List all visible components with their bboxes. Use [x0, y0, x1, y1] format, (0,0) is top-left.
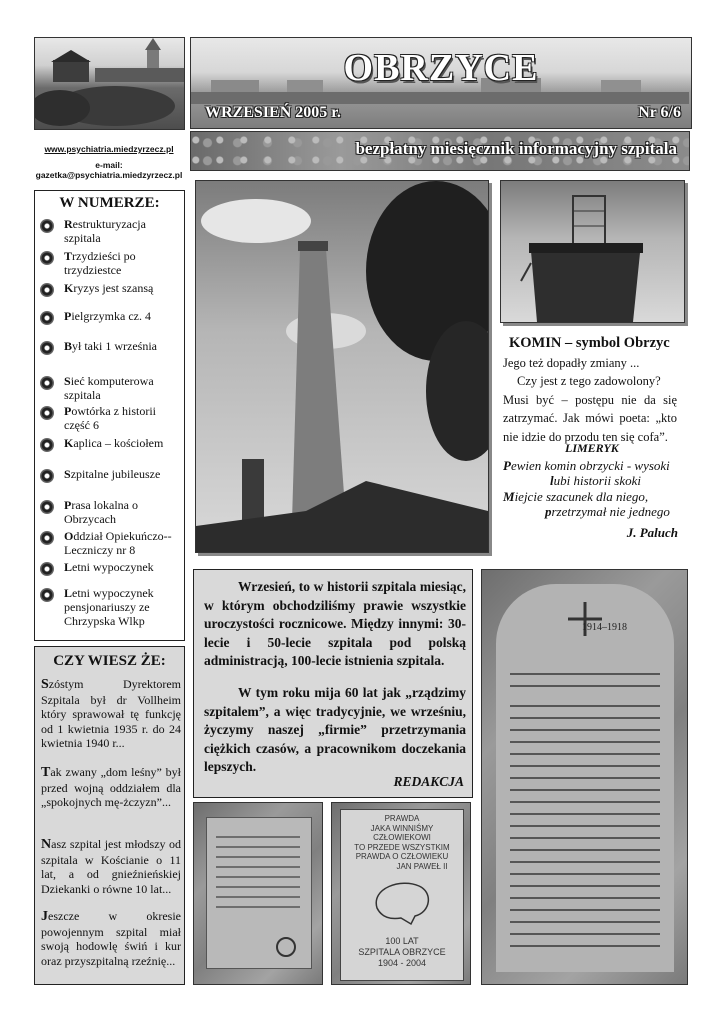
- toc-item[interactable]: Kryzys jest szansą: [40, 281, 182, 295]
- hospital-aerial-photo: [34, 37, 185, 130]
- author: J. Paluch: [626, 525, 678, 540]
- newspaper-title: OBRZYCE: [343, 47, 539, 89]
- flower-bullet-icon: [40, 219, 54, 233]
- email-label: e-mail:: [95, 160, 123, 170]
- fact-paragraph: Tak zwany „dom leśny” był przed wojną oddziałem dla „spokojnych mę-żczyzn”...: [41, 765, 181, 810]
- plaque-text: JAKA WINNIŚMY: [370, 823, 434, 833]
- memorial-plaque-photo: [193, 802, 323, 985]
- fact-paragraph: Nasz szpital jest młodszy od szpitala w Kościanie o 11 lat, a od gnieźnieńskiej Dziekanki o równe 10 lat...: [41, 837, 181, 896]
- plaque-text: 100 LAT: [385, 936, 419, 946]
- flower-bullet-icon: [40, 469, 54, 483]
- toc-item[interactable]: Kaplica – kościołem: [40, 436, 182, 450]
- limerick-line: przetrzymał nie jednego: [545, 504, 670, 519]
- jubilee-plaque-photo: [331, 802, 471, 985]
- article-paragraph: Wrzesień, to w historii szpitala miesiąc, w którym obchodziliśmy prawie wszystkie uroczystości rocznicowe. Między innymi: 30-lecie i 50-lecie szpitala pod polską administracją, 100-lecie istnienia szpitala.: [204, 579, 466, 669]
- hospital-aerial-illustration: [35, 38, 184, 129]
- komin-line: Czy jest z tego zadowolony?: [517, 374, 661, 389]
- did-you-know-box: [34, 646, 185, 985]
- limerick-line: Pewien komin obrzycki - wysoki: [503, 458, 670, 473]
- chimney-photo: [195, 180, 489, 553]
- table-of-contents: [34, 190, 185, 641]
- toc-item[interactable]: Sieć komputerowa szpitala: [40, 374, 182, 402]
- limerick-line: Miejcie szacunek dla niego,: [503, 489, 649, 504]
- plaque-text: 1904 - 2004: [377, 958, 427, 968]
- war-memorial-plaque-photo: [481, 569, 688, 985]
- plaque-text: TO PRZEDE WSZYSTKIM: [354, 842, 450, 852]
- flower-bullet-icon: [40, 341, 54, 355]
- toc-item[interactable]: Szpitalne jubileusze: [40, 467, 182, 481]
- flower-bullet-icon: [40, 251, 54, 265]
- toc-item[interactable]: Letni wypoczynek: [40, 560, 182, 574]
- issue-date: WRZESIEŃ 2005 r.: [205, 104, 341, 121]
- flower-bullet-icon: [40, 500, 54, 514]
- brain-icon: [371, 878, 433, 926]
- plaque-years: 1914–1918: [582, 622, 627, 633]
- flower-bullet-icon: [40, 562, 54, 576]
- issue-number: Nr 6/6: [638, 104, 681, 121]
- toc-item[interactable]: Prasa lokalna o Obrzycach: [40, 498, 182, 526]
- tagline: bezpłatny miesięcznik informacyjny szpitala: [355, 139, 677, 158]
- plaque-text: CZŁOWIEKOWI: [373, 833, 431, 842]
- plaque-text: PRAWDA O CZŁOWIEKU: [355, 852, 449, 861]
- plaque-text-lines: [206, 817, 310, 967]
- did-you-know-heading: CZY WIESZ ŻE:: [53, 653, 166, 669]
- flower-bullet-icon: [40, 588, 54, 602]
- fact-paragraph: Szóstym Dyrektorem Szpitala był dr Vollheim który sprawował tę funkcję od 1 kwietnia 1935 r. do 24 kwietnia 1940 r...: [41, 677, 181, 751]
- masthead: [190, 37, 692, 129]
- plaque-text: SZPITALA OBRZYCE: [358, 947, 446, 957]
- flower-bullet-icon: [40, 311, 54, 325]
- limerick-line: lubi historii skoki: [550, 473, 642, 488]
- chimney-top-photo: [500, 180, 685, 323]
- flower-bullet-icon: [40, 438, 54, 452]
- article-signature: REDAKCJA: [393, 774, 464, 789]
- plaque-text: PRAWDA: [384, 814, 420, 823]
- toc-item[interactable]: Letni wypoczynek pensjonariuszy ze Chrzypska Wlkp: [40, 586, 182, 628]
- komin-line: Musi być – postępu nie da się zatrzymać. Jak mówi poeta: „kto nie idzie do przodu ten się cofa”.: [503, 392, 677, 444]
- flower-bullet-icon: [40, 376, 54, 390]
- chimney-top-illustration: [501, 181, 684, 322]
- komin-title: KOMIN – symbol Obrzyc: [509, 335, 670, 351]
- article-paragraph: W tym roku mija 60 lat jak „rządzimy szpitalem”, a więc tradycyjnie, we wrześniu, życzymy naszej „firmie” przetrzymania ciężkich czasów, a pracownikom doczekania lepszych.: [204, 685, 466, 775]
- flower-bullet-icon: [40, 283, 54, 297]
- editorial-article: [193, 569, 473, 798]
- toc-item[interactable]: Oddział Opiekuńczo--Leczniczy nr 8: [40, 529, 182, 557]
- toc-item[interactable]: Pielgrzymka cz. 4: [40, 309, 182, 323]
- chimney-illustration: [196, 181, 488, 552]
- toc-item[interactable]: Powtórka z historii część 6: [40, 404, 182, 432]
- plaque-inscription: [496, 584, 674, 972]
- tagline-bar: [190, 131, 690, 171]
- fact-paragraph: Jeszcze w okresie powojennym szpital miał swoją hodowlę świń i kur oraz przyszpitalną rzeźnię...: [41, 909, 181, 968]
- komin-line: Jego też dopadły zmiany ...: [503, 356, 640, 370]
- limerick-heading: LIMERYK: [565, 441, 619, 455]
- email-link[interactable]: gazetka@psychiatria.miedzyrzecz.pl: [35, 170, 183, 180]
- toc-heading: W NUMERZE:: [59, 195, 160, 211]
- flower-bullet-icon: [40, 406, 54, 420]
- toc-item[interactable]: Trzydzieści po trzydziestce: [40, 249, 182, 277]
- komin-body: [503, 354, 677, 446]
- toc-item[interactable]: Restrukturyzacja szpitala: [40, 217, 182, 245]
- plaque-text: JAN PAWEŁ II: [396, 861, 448, 871]
- toc-item[interactable]: Był taki 1 września: [40, 339, 182, 353]
- website-link[interactable]: www.psychiatria.miedzyrzecz.pl: [44, 144, 174, 154]
- flower-bullet-icon: [40, 531, 54, 545]
